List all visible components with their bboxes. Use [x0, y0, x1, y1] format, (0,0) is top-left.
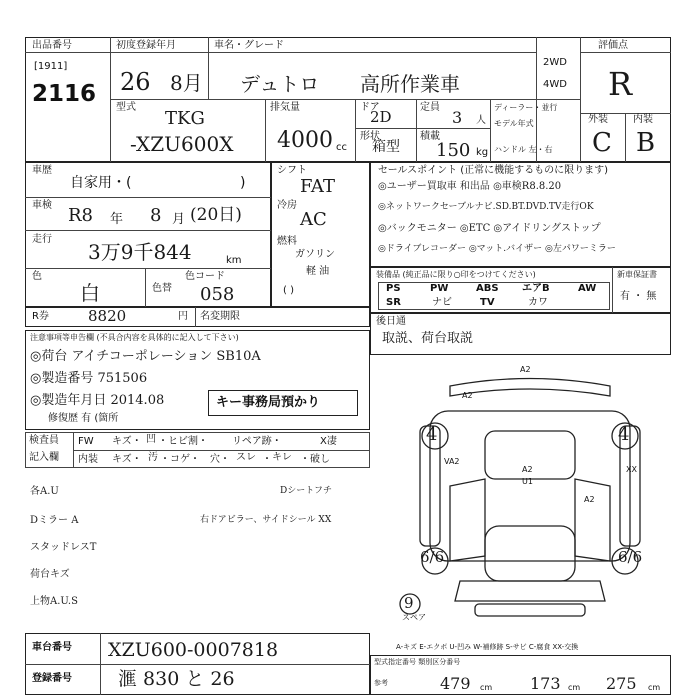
insp-row1-4: リペア跡・ [232, 436, 282, 447]
mark-a2-top: A2 [520, 365, 531, 374]
mark-a2-roof: A2 [522, 465, 533, 474]
model-year-label: モデル年式 [494, 119, 534, 128]
width: 173 [530, 674, 561, 693]
insp-row2-7: キレ [272, 452, 292, 463]
mark-tire-fr: 4 [618, 424, 630, 445]
insp-day: (20日) [190, 205, 242, 225]
chassis-label: 車台番号 [32, 642, 72, 653]
transfer-label: 名変期限 [200, 311, 240, 322]
selling-point-2: ◎ネットワークセーブルナビ.SD.BT.DVD.TV走行OK [378, 202, 594, 212]
grade: 高所作業車 [360, 72, 460, 96]
remark-4: 荷台キズ [30, 569, 70, 580]
selling-point-4: ◎ドライブレコーダー ◎マット.バイザー ◎左パワーミラー [378, 244, 616, 254]
remark-3: スタッドレスT [30, 542, 97, 553]
reg-month: 8月 [170, 71, 203, 95]
insp-row2-0: 内装 [78, 454, 98, 465]
type-label: 型式 [116, 102, 136, 113]
lot-number: 2116 [32, 81, 97, 107]
km-unit: km [226, 255, 242, 266]
chassis-number: XZU600-0007818 [108, 639, 279, 661]
equip-abs: ABS [476, 283, 499, 294]
width-unit: cm [568, 683, 581, 692]
legend: A-キズ E-エクボ U-凹み W-補修跡 S-サビ C-腐食 XX-交換 [396, 643, 579, 651]
remark-5: 上物A.U.S [30, 596, 78, 607]
insp-row2-5: スレ [236, 452, 256, 463]
mark-u1: U1 [522, 477, 533, 486]
mark-spare: 9 [404, 594, 414, 612]
lot-label: 出品番号 [32, 40, 72, 51]
mark-va2: VA2 [444, 457, 460, 466]
car-diagram [390, 356, 670, 631]
door-label: ドア [360, 102, 380, 113]
car-name: デュトロ [240, 72, 320, 96]
height: 275 [606, 674, 637, 693]
drive-4wd: 4WD [543, 79, 567, 90]
ext-score: C [592, 128, 612, 158]
fuel: ガソリン [295, 249, 335, 260]
person-unit: 人 [476, 115, 486, 126]
type-prefix: TKG [165, 108, 205, 129]
recycle-label: R券 [32, 311, 49, 322]
insp-row1-3: ・ヒビ割・ [158, 436, 208, 447]
equip-navi: ナビ [432, 297, 452, 308]
mark-a2-left: A2 [462, 391, 473, 400]
plate-number: 滙 830 と 26 [118, 668, 235, 690]
warranty: 有 ・ 無 [620, 291, 657, 302]
insp-row1-2: 凹 [146, 434, 156, 445]
remark-right-1: Dシートフチ [280, 486, 332, 496]
insp-row1-5: X凄 [320, 436, 337, 447]
displacement: 4000 [277, 128, 333, 153]
yen-unit: 円 [178, 311, 188, 322]
drive-2wd: 2WD [543, 57, 567, 68]
model-code: -XZU600X [130, 132, 234, 156]
shift-label: シフト [277, 165, 307, 176]
colorcode: 058 [200, 284, 235, 305]
shift: FAT [300, 176, 335, 197]
cc-unit: cc [336, 142, 347, 153]
capacity-label: 定員 [420, 102, 440, 113]
fuel2: 軽 油 [306, 266, 330, 277]
history-label: 車歴 [32, 165, 52, 176]
warranty-label: 新車保証書 [617, 270, 657, 279]
insp-row2-1: キズ・ [112, 454, 142, 465]
inspector-label-2: 記入欄 [29, 452, 59, 463]
selling-points-label: セールスポイント (正常に機能するものに限ります) [378, 165, 609, 176]
plate-label: 登録番号 [32, 673, 72, 684]
length-unit: cm [480, 683, 493, 692]
fuel-label: 燃料 [277, 236, 297, 247]
doors: 2D [370, 108, 392, 126]
int-label: 内装 [633, 114, 653, 125]
colorcode-label: 色コード [185, 271, 225, 282]
equip-sr: SR [386, 297, 401, 308]
insp-row2-6: ・ [262, 454, 272, 465]
key-box-text: キー事務局預かり [216, 395, 321, 410]
insp-row2-8: ・破し [300, 454, 330, 465]
insp-month: 8 [150, 205, 162, 226]
note-3: ◎製造年月日 2014.08 [30, 393, 165, 408]
history-close: ) [240, 175, 246, 191]
lot-code: [1911] [34, 61, 68, 72]
equip-leather: カワ [528, 297, 548, 308]
score-label: 評価点 [598, 40, 628, 51]
tone-label: 色替 [152, 283, 172, 294]
equip-aw: AW [578, 283, 597, 294]
recycle: 8820 [88, 307, 127, 325]
int-score: B [636, 128, 656, 158]
mark-a2-right: A2 [584, 495, 595, 504]
equip-tv: TV [480, 297, 495, 308]
selling-point-3: ◎バックモニター ◎ETC ◎アイドリングストップ [378, 223, 601, 234]
insp-row2-4: 穴・ [210, 454, 230, 465]
mark-tire-rr: 6/6 [618, 548, 643, 566]
ac: AC [300, 209, 327, 230]
color-label: 色 [32, 271, 42, 282]
mark-xx: XX [626, 465, 637, 474]
remark-1: 各A.U [30, 486, 59, 497]
insp-row1-1: キズ・ [112, 436, 142, 447]
equip-airbag: エアB [522, 283, 550, 294]
spare-label: スペア [402, 613, 426, 622]
dealer-label: ディーラー・並行 [494, 103, 558, 112]
capacity: 3 [452, 108, 463, 127]
mileage: 3万9千844 [88, 240, 192, 264]
note-2: ◎製造番号 751506 [30, 371, 148, 386]
insp-row1-0: FW [78, 436, 94, 447]
recycle-frame [25, 307, 370, 327]
disp-label: 排気量 [270, 102, 300, 113]
handle-label: ハンドル 左・右 [494, 145, 553, 154]
later-label: 後日通 [376, 316, 406, 327]
nen: 年 [110, 212, 124, 227]
equipment-label: 装備品 (純正品に限り○印をつけてください) [376, 270, 536, 279]
fuel-paren: ( ) [283, 285, 294, 296]
size-label: 型式指定番号 類別区分番号 [374, 658, 461, 666]
score: R [608, 65, 633, 103]
mark-tire-fl: 4 [426, 424, 438, 445]
insp-row2-3: ・コゲ・ [160, 454, 200, 465]
inspection-label: 車検 [32, 200, 52, 211]
ext-label: 外装 [588, 114, 608, 125]
insp-year: R8 [68, 205, 94, 226]
mark-tire-rl: 6/6 [420, 548, 445, 566]
note-1: ◎荷台 アイチコーポレーション SB10A [30, 349, 261, 364]
remark-right-2: 右ドアビラー、サイドシール XX [200, 515, 332, 525]
inspector-label-1: 検査員 [29, 435, 59, 446]
history: 自家用・( [70, 175, 132, 191]
equip-pw: PW [430, 283, 449, 294]
selling-point-1: ◎ユーザー買取車 和出品 ◎車検R8.8.20 [378, 181, 562, 192]
shape: 箱型 [372, 139, 400, 155]
repair-history: 修復歴 有 (箇所 [48, 413, 119, 424]
later-text: 取説、荷台取説 [382, 331, 474, 346]
mileage-label: 走行 [32, 234, 52, 245]
load-label: 積載 [420, 131, 440, 142]
color: 白 [80, 281, 100, 305]
notes-label: 注意事項等申告欄 (不具合内容を具体的に記入して下さい) [30, 333, 239, 342]
shape-label: 形状 [360, 131, 380, 142]
height-unit: cm [648, 683, 661, 692]
size-sub: 参考 [374, 679, 388, 687]
load: 150 [436, 140, 471, 161]
name-label: 車名・グレード [214, 40, 284, 51]
remark-2: Dミラー A [30, 515, 79, 526]
tsuki: 月 [172, 212, 186, 227]
ac-label: 冷房 [277, 200, 297, 211]
insp-row2-2: 汚 [148, 452, 158, 463]
equip-ps: PS [386, 283, 401, 294]
reg-label: 初度登録年月 [116, 40, 176, 51]
reg-year: 26 [120, 68, 151, 96]
kg-unit: kg [476, 147, 489, 158]
length: 479 [440, 674, 471, 693]
